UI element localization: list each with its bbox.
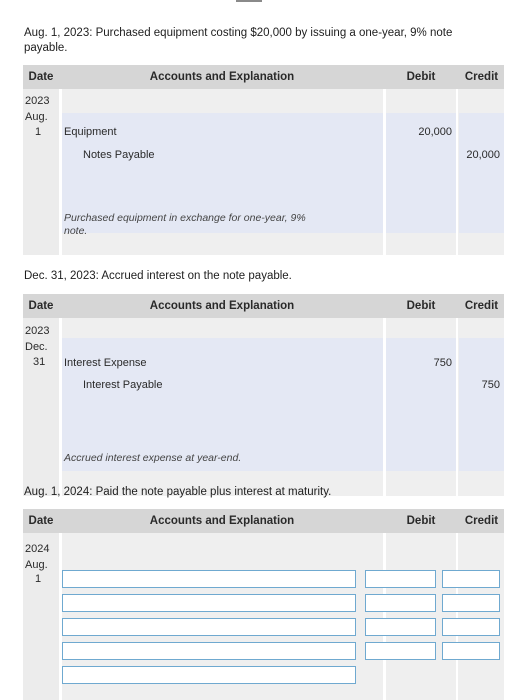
entry-day: 1	[35, 573, 42, 585]
header-debit: Debit	[406, 300, 436, 312]
entry-memo: Accrued interest expense at year-end.	[64, 452, 242, 464]
debit-account: Interest Expense	[64, 357, 147, 369]
journal-entry-dec-2023	[23, 294, 504, 496]
journal-body	[23, 89, 504, 255]
account-input-5[interactable]	[62, 666, 356, 684]
prompt-aug-2023-line2: payable.	[24, 42, 68, 54]
memo-line1: Purchased equipment in exchange for one-year, 9%	[64, 212, 306, 224]
debit-input-2[interactable]	[365, 594, 436, 612]
credit-input-3[interactable]	[442, 618, 500, 636]
debit-amount: 750	[433, 357, 452, 369]
memo-line2: note.	[64, 225, 88, 237]
header-accounts: Accounts and Explanation	[149, 71, 295, 83]
entry-month: Aug.	[25, 559, 48, 571]
entry-year: 2023	[25, 95, 50, 107]
entry-month: Dec.	[25, 341, 48, 353]
entry-month: Aug.	[25, 111, 48, 123]
credit-input-4[interactable]	[442, 642, 500, 660]
entry-day: 1	[35, 126, 42, 138]
credit-input-2[interactable]	[442, 594, 500, 612]
header-date: Date	[28, 300, 54, 312]
prompt-aug-2023	[24, 26, 452, 56]
account-input-3[interactable]	[62, 618, 356, 636]
credit-amount: 20,000	[466, 149, 500, 161]
debit-input-1[interactable]	[365, 570, 436, 588]
debit-amount: 20,000	[418, 126, 452, 138]
journal-header	[23, 294, 504, 318]
credit-column	[459, 338, 504, 471]
entry-memo	[64, 212, 306, 238]
credit-amount: 750	[481, 379, 500, 391]
credit-account: Interest Payable	[83, 379, 163, 391]
header-credit: Credit	[464, 515, 499, 527]
debit-input-4[interactable]	[365, 642, 436, 660]
prompt-aug-2024: Aug. 1, 2024: Paid the note payable plus interest at maturity.	[24, 486, 332, 498]
account-input-2[interactable]	[62, 594, 356, 612]
prompt-dec-2023: Dec. 31, 2023: Accrued interest on the note payable.	[24, 270, 292, 282]
account-input-4[interactable]	[62, 642, 356, 660]
debit-input-3[interactable]	[365, 618, 436, 636]
debit-account: Equipment	[64, 126, 117, 138]
entry-year: 2024	[25, 543, 50, 555]
account-input-1[interactable]	[62, 570, 356, 588]
journal-header	[23, 509, 504, 533]
journal-entry-aug-2023	[23, 65, 504, 255]
credit-input-1[interactable]	[442, 570, 500, 588]
header-credit: Credit	[464, 300, 499, 312]
header-accounts: Accounts and Explanation	[149, 515, 295, 527]
header-date: Date	[28, 515, 54, 527]
journal-body	[23, 533, 504, 700]
entry-day: 31	[33, 356, 46, 368]
credit-account: Notes Payable	[83, 149, 155, 161]
prompt-aug-2023-line1: Aug. 1, 2023: Purchased equipment costing $20,000 by issuing a one-year, 9% note	[24, 27, 453, 39]
journal-header	[23, 65, 504, 89]
header-debit: Debit	[406, 515, 436, 527]
header-accounts: Accounts and Explanation	[149, 300, 295, 312]
header-debit: Debit	[406, 71, 436, 83]
journal-entry-aug-2024	[23, 509, 504, 700]
header-date: Date	[28, 71, 54, 83]
journal-body	[23, 318, 504, 496]
entry-year: 2023	[25, 325, 50, 337]
top-scroll-indicator	[236, 0, 262, 2]
credit-column	[459, 113, 504, 233]
header-credit: Credit	[464, 71, 499, 83]
